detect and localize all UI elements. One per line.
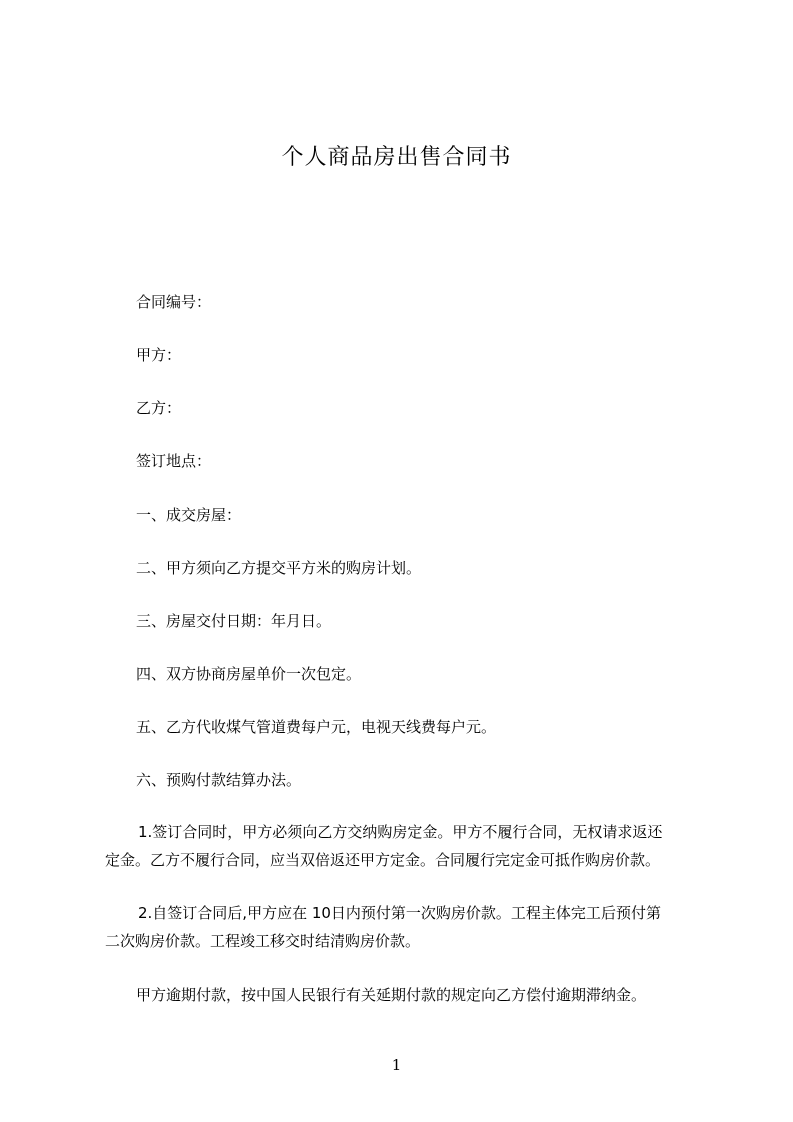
clause-6: 六、预购付款结算办法。 bbox=[136, 771, 302, 789]
payment-item-2-line1: 2.自签订合同后,甲方应在 10日内预付第一次购房价款。工程主体完工后预付第 bbox=[138, 904, 661, 922]
payment-item-1 bbox=[105, 818, 715, 874]
clause-4: 四、双方协商房屋单价一次包定。 bbox=[136, 665, 362, 683]
late-payment-clause: 甲方逾期付款，按中国人民银行有关延期付款的规定向乙方偿付逾期滞纳金。 bbox=[136, 986, 647, 1004]
payment-item-1-line1: 1.签订合同时，甲方必须向乙方交纳购房定金。甲方不履行合同，无权请求返还 bbox=[138, 823, 663, 841]
clause-1: 一、成交房屋： bbox=[136, 506, 242, 524]
field-sign-place: 签订地点： bbox=[136, 452, 212, 470]
document-title: 个人商品房出售合同书 bbox=[281, 145, 512, 170]
clause-2: 二、甲方须向乙方提交平方米的购房计划。 bbox=[136, 559, 422, 577]
clause-3: 三、房屋交付日期：年月日。 bbox=[136, 612, 332, 630]
field-contract-no: 合同编号： bbox=[136, 293, 212, 311]
field-party-a: 甲方： bbox=[136, 346, 182, 364]
payment-item-2 bbox=[105, 899, 715, 955]
payment-item-2-line2: 二次购房价款。工程竣工移交时结清购房价款。 bbox=[105, 932, 421, 950]
clause-5: 五、乙方代收煤气管道费每户元，电视天线费每户元。 bbox=[136, 718, 497, 736]
field-party-b: 乙方： bbox=[136, 399, 182, 417]
payment-item-1-line2: 定金。乙方不履行合同，应当双倍返还甲方定金。合同履行完定金可抵作购房价款。 bbox=[105, 851, 661, 869]
page-number: 1 bbox=[391, 1056, 402, 1074]
